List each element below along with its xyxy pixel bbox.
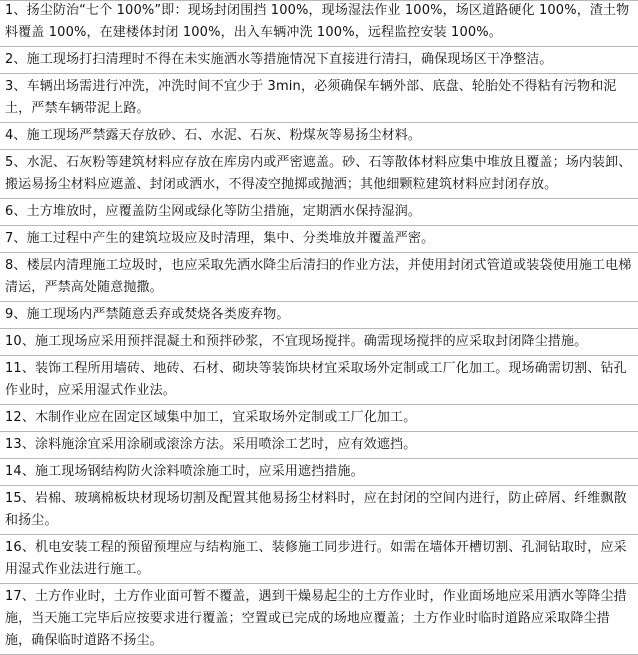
rule-item-13: 13、涂料施涂宜采用涂刷或滚涂方法。采用喷涂工艺时，应有效遮挡。 bbox=[0, 432, 638, 459]
rule-item-6: 6、土方堆放时，应覆盖防尘网或绿化等防尘措施，定期洒水保持湿润。 bbox=[0, 199, 638, 226]
rule-item-11: 11、装饰工程所用墙砖、地砖、石材、砌块等装饰块材宜采取场外定制或工厂化加工。现场确需切割、钻孔作业时，应采用湿式作业法。 bbox=[0, 356, 638, 405]
rule-item-4: 4、施工现场严禁露天存放砂、石、水泥、石灰、粉煤灰等易扬尘材料。 bbox=[0, 123, 638, 150]
rule-item-16: 16、机电安装工程的预留预埋应与结构施工、装修施工同步进行。如需在墙体开槽切割、孔洞钻取时，应采用湿式作业法进行施工。 bbox=[0, 535, 638, 584]
rule-item-10: 10、施工现场应采用预拌混凝土和预拌砂浆，不宜现场搅拌。确需现场搅拌的应采取封闭降尘措施。 bbox=[0, 329, 638, 356]
rule-item-1: 1、扬尘防治“七个 100%”即：现场封闭围挡 100%，现场湿法作业 100%，场区道路硬化 100%，渣土物料覆盖 100%，在建楼体封闭 100%，出入车辆冲洗 100%，远程监控安装 100%。 bbox=[0, 0, 638, 47]
rule-item-7: 7、施工过程中产生的建筑垃圾应及时清理，集中、分类堆放并覆盖严密。 bbox=[0, 226, 638, 253]
rule-item-12: 12、木制作业应在固定区域集中加工，宜采取场外定制或工厂化加工。 bbox=[0, 405, 638, 432]
rule-item-15: 15、岩棉、玻璃棉板块材现场切割及配置其他易扬尘材料时，应在封闭的空间内进行，防止碎屑、纤维飘散和扬尘。 bbox=[0, 486, 638, 535]
rule-item-2: 2、施工现场打扫清理时不得在未实施洒水等措施情况下直接进行清扫，确保现场区干净整洁。 bbox=[0, 47, 638, 74]
rule-item-3: 3、车辆出场需进行冲洗，冲洗时间不宜少于 3min，必须确保车辆外部、底盘、轮胎处不得粘有污物和泥土，严禁车辆带泥上路。 bbox=[0, 74, 638, 123]
rule-item-5: 5、水泥、石灰粉等建筑材料应存放在库房内或严密遮盖。砂、石等散体材料应集中堆放且覆盖；场内装卸、搬运易扬尘材料应遮盖、封闭或洒水，不得凌空抛掷或抛洒；其他细颗粒建筑材料应封闭存放。 bbox=[0, 150, 638, 199]
rule-item-9: 9、施工现场内严禁随意丢弃或焚烧各类废弃物。 bbox=[0, 302, 638, 329]
rule-item-17: 17、土方作业时，土方作业面可暂不覆盖，遇到干燥易起尘的土方作业时，作业面场地应采用洒水等降尘措施，当天施工完毕后应按要求进行覆盖；空置或已完成的场地应覆盖；土方作业时临时道路应采取降尘措施，确保临时道路不扬尘。 bbox=[0, 584, 638, 655]
rule-item-8: 8、楼层内清理施工垃圾时，也应采取先洒水降尘后清扫的作业方法，并使用封闭式管道或装袋使用施工电梯清运，严禁高处随意抛撒。 bbox=[0, 253, 638, 302]
rule-item-14: 14、施工现场钢结构防火涂料喷涂施工时，应采用遮挡措施。 bbox=[0, 459, 638, 486]
